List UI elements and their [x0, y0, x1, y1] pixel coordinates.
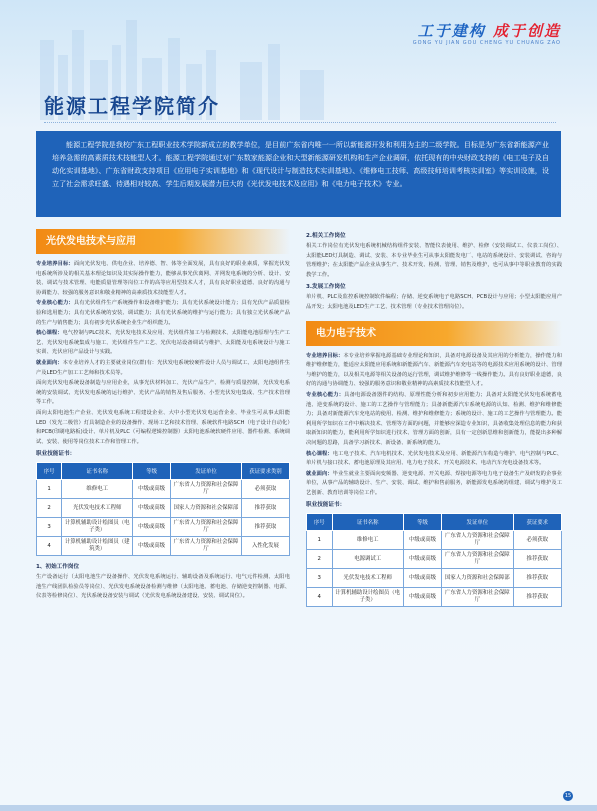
table-cell: 推荐获取	[513, 550, 561, 569]
intro-box: 能源工程学院是我校广东工程职业技术学院新成立的教学单位，是目前广东省内唯一一所以新能源开发和利用为主的二级学院。目标是为广东省新能源产业培养急需的高素质技术技能型人才。能源工程学院通过对广东数家能源企业和大型新能源研发机构和生产企业调研，依托现有的中央财政支持的《电工电子及自动化实训基地》、广东省财政支持项目《应用电子实训基地》和《现代设计与制造技术实训基地》、《维修电工技师、高级技师培训考核实训室》等实训设施，设立了社会需求旺盛、待遇相对较高、学生后期发展潜力巨大的《光伏发电技术及应用》和《电力电子技术》专业。	[36, 131, 561, 217]
slogan-pinyin: GONG YU JIAN GOU CHENG YU CHUANG ZAO	[412, 40, 561, 46]
pv-cert-label: 职业技能证书：	[36, 451, 76, 458]
table-cell: 4	[37, 537, 62, 556]
table-cell: 中级或高级	[403, 531, 441, 550]
related-jobs-heading: 2.相关工作岗位	[306, 233, 346, 239]
table-cell: 中级或高级	[133, 537, 171, 556]
table-cell: 推荐获取	[513, 569, 561, 588]
table-cell: 光伏发电技术工程师	[62, 499, 133, 518]
pe-employment	[306, 470, 562, 499]
table-cell: 推荐获取	[513, 588, 561, 607]
table-cell: 计算机辅助设计绘图员（电子类）	[62, 518, 133, 537]
table-cell: 4	[307, 588, 333, 607]
table-cell: 广东省人力资源和社会保障厅	[442, 550, 513, 569]
section-heading-power-electronics: 电力电子技术	[306, 321, 562, 346]
pe-core-ability	[306, 391, 562, 449]
pe-employment-label: 就业面向：	[306, 470, 333, 477]
pe-core-courses	[306, 450, 562, 469]
table-cell: 中级或高级	[403, 550, 441, 569]
left-column	[36, 229, 290, 602]
table-cell: 维修电工	[332, 531, 403, 550]
pe-ability-label: 专业核心能力：	[306, 391, 345, 398]
pe-goal-text: 本专业培养掌握电源基础专业理论和知识，具备对电源设备及其应用的分析能力，操作能力和维护维修能力，能适应太阳能应用系统和新能源汽车、新能源汽车充电站等的电源技术应用系统的设计、管理与维护的能力，以及相关电源等相关设备的运行管理，调试维护维修等一线操作能力。具有良好职业道德，良好的沟通与协调能力、较强的服务意识和敬业精神的高素质技术技能型人才。	[306, 352, 562, 388]
pv-employment-label: 就业面向：	[36, 359, 63, 366]
col-header: 证书名称	[62, 463, 133, 480]
table-cell: 光伏发电技术工程师	[332, 569, 403, 588]
pv-courses-text: 电气控制与PLC技术、光伏发电技术及应用、光伏组件加工与检测技术、太阳能电池原理与生产工艺、光伏发电系统集成与施工、光伏组件生产工艺、光伏电站设备调试与维护、太阳能及电系统设计与施工实训、光伏应用产品设计与实践。	[36, 330, 290, 356]
table-row	[307, 550, 562, 569]
pe-courses-text: 电工电子技术、汽车电机技术、光伏发电技术及应用、新能源汽车构造与维护、电气控制与PLC、单片机与接口技术、蓄电池原理及其应用、电力电子技术、开关电源技术、电动汽车充电设备技术等。	[306, 450, 562, 467]
table-cell: 国家人力资源和社会保障部	[171, 499, 242, 518]
pe-cert-label: 职业技能证书：	[306, 502, 346, 509]
pv-employment-extra-1: 面向光伏发电系统设备制造与应用企业，从事光伏材料加工、光伏产品生产、检测与质量控制，光伏发电系统的安装调试、光伏发电系统的运行维护、光伏产品的销售及售后服务、小型光伏发电集成、生产技术管理等工作。	[36, 380, 290, 406]
col-header: 序号	[307, 514, 333, 531]
pv-training-goal	[36, 260, 290, 298]
table-cell: 3	[37, 518, 62, 537]
table-cell: 广东省人力资源和社会保障厅	[171, 480, 242, 499]
slogan-part-b: 成于创造	[492, 22, 561, 40]
pv-employment-extra-2: 面向太阳电池生产企业、光伏发电系统工程建设企业、大中小型光伏发电运营企业、毕业生可从事太阳能LED（发光二极管）灯具制造企业的设备操作、现场工艺和技术管理、系统软件电路SCH（电子设计自动化）和PCB(印刷电路板)设计、单片机及PLC（可编程逻辑控制器）太阳电池系统软硬件应用、器件检测、系统调试、安装、使用等岗位技术工作和管理工作。	[36, 409, 290, 445]
pe-courses-label: 核心课程：	[306, 450, 333, 457]
table-cell: 必须获取	[513, 531, 561, 550]
pv-ability-label: 专业核心能力：	[36, 300, 74, 307]
table-cell: 广东省人力资源和社会保障厅	[442, 531, 513, 550]
table-cell: 1	[37, 480, 62, 499]
pe-goal-label: 专业培养目标：	[306, 352, 344, 359]
pv-ability-text: 具有光伏组件生产系统操作和设备维护能力；具有光伏系统设计能力；具有光伏产品质量检验和选用能力；具有光伏系统的安装、调试能力；具有光伏系统的维护与运行能力；具有独立光伏系统产品的生产与销售能力；具有初步光伏系统企业生产组织能力。	[36, 300, 290, 326]
pv-cert-table	[36, 462, 290, 556]
table-cell: 维修电工	[62, 480, 133, 499]
table-cell: 1	[307, 531, 333, 550]
table-cell: 中级或高级	[133, 480, 171, 499]
table-cell: 2	[37, 499, 62, 518]
pv-goal-label: 专业培养目标：	[36, 261, 74, 267]
development-jobs-heading: 3.发展工作岗位	[306, 284, 346, 291]
related-jobs-text: 相关工作岗位有光伏发电系统机械结构组件安装、智能仪表使用、维护、检修（安装调试工、仪表工岗位）、太阳能LED灯具制造、调试、安装、本专业毕业生可从事太阳能发电厂、电站的系统设计、安装调试、咨询与管理维护；在太阳能产品企业从事生产、技术开发、检测、管理、销售及维护，也可从事中等职业教育的实践教学工作。	[306, 243, 562, 278]
col-header: 等级	[403, 514, 441, 531]
table-row	[307, 569, 562, 588]
col-header: 发证单位	[442, 514, 513, 531]
bottom-band	[0, 805, 597, 811]
pe-ability-text: 具备电源设备器件的结构、原理性能分析和初步应用能力；具备对太阳能光伏发电系统蓄电池、逆变系统的设计、施工的工艺操作与管理能力；具备新能源汽车系统电源的认知、检测、维护和维修能力；具备对新能源汽车充电站的使用、检测、维护和维修能力；系统的设计、施工的工艺操作与管理能力。能利用所学知识在工作中解决技术、管理等方面的问题，并能够应深造专业知识，具备收集处理信息的能力和获取新知识的能力，能利用所学知识进行技术、管理方面的创新，具有一定创新思维和创新能力，能提出多种解决问题的思路，具备学习新技术、新设备、新系统的能力。	[306, 391, 562, 446]
col-header: 发证单位	[171, 463, 242, 480]
pv-goal-text: 面向光伏发电、供电企业、培养德、智、体等全面发展，具有良好的职业素质，掌握光伏发电系统所涉及的相关基本理论知识及其实际操作能力，能够从事光伏离网、并网发电系统的分析、设计、安装、调试与技术管理、电能质量管理等岗位工作的高等应用型技术人才，具有良好职业道德、良好的沟通与协调能力、较强的服务意识和敬业精神的高素质技术技能型人才。	[36, 261, 290, 296]
slogan-part-a: 工于建构	[417, 22, 486, 40]
table-cell: 2	[307, 550, 333, 569]
page-title: 能源工程学院简介	[44, 94, 220, 118]
table-cell: 计算机辅助设计绘图员（建筑类）	[62, 537, 133, 556]
header-slogan	[418, 20, 561, 41]
col-header: 获证要求类别	[241, 463, 289, 480]
table-cell: 中级或高级	[133, 499, 171, 518]
section-heading-pv: 光伏发电技术与应用	[36, 229, 290, 254]
title-divider	[44, 122, 556, 123]
pe-training-goal	[306, 352, 562, 390]
pv-job-text: 生产设备运行（太阳电池生产设备操作、光伏发电系统运行、辅助设备及系统运行、电气元件检测、太阳电池生产线团队检验员等岗位）、光伏发电系统设备检测与维修（太阳电池、蓄电池、存储逆变控制器、电源、仪表等检修岗位）、光伏系统设备安装与调试（光伏发电系统设备建设、安装、调试岗位）。	[36, 574, 290, 600]
table-cell: 推荐获取	[241, 518, 289, 537]
table-row	[37, 518, 290, 537]
pv-courses-label: 核心课程：	[36, 330, 63, 337]
table-row	[37, 499, 290, 518]
col-header: 证书名称	[332, 514, 403, 531]
table-cell: 中级或高级	[403, 588, 441, 607]
table-header-row	[307, 514, 562, 531]
pv-job-heading: 1、初始工作岗位	[36, 564, 80, 571]
table-cell: 入性化发展	[241, 537, 289, 556]
table-row	[307, 588, 562, 607]
table-row	[37, 480, 290, 499]
table-cell: 必须获取	[241, 480, 289, 499]
table-cell: 国家人力资源和社会保障部	[442, 569, 513, 588]
table-header-row	[37, 463, 290, 480]
table-cell: 广东省人力资源和社会保障厅	[171, 537, 242, 556]
pv-employment-text: 本专业培养人才的主要就业岗位(群)有：光伏发电系统较硬件设计人员与调试工、太阳电池组件生产及LED生产加工工艺师和技术员等。	[36, 359, 290, 376]
col-header: 获证要求	[513, 514, 561, 531]
right-column	[306, 229, 562, 607]
page-number: 15	[564, 793, 572, 799]
pe-cert-table	[306, 513, 562, 607]
table-cell: 中级或高级	[403, 569, 441, 588]
table-row	[37, 537, 290, 556]
pv-core-ability	[36, 299, 290, 328]
table-row	[307, 531, 562, 550]
col-header: 序号	[37, 463, 62, 480]
table-cell: 电源调试工	[332, 550, 403, 569]
table-cell: 推荐获取	[241, 499, 289, 518]
table-cell: 广东省人力资源和社会保障厅	[442, 588, 513, 607]
table-cell: 中级或高级	[133, 518, 171, 537]
pv-employment	[36, 359, 290, 378]
col-header: 等级	[133, 463, 171, 480]
pe-employment-text: 毕业生就业主要面向变频器、逆变电源、开关电源、焊接电源等电力电子设备生产及研发的企事业单位，从事产品的辅助设计、生产、安装、调试、维护和售前服务，新能源发电系统的组建、调试与维护及工艺创新、教育培训等岗位工作。	[306, 470, 562, 496]
table-cell: 广东省人力资源和社会保障厅	[171, 518, 242, 537]
pv-core-courses	[36, 329, 290, 358]
development-jobs-text: 单片机、PLC及监控系统控制软件编程；存储、逆变系统电子电路SCH、PCB设计与应用；小型太阳能应用产品开发；太阳电池及LED生产工艺、技术管理（专业技术管理岗位）。	[306, 294, 562, 310]
table-cell: 3	[307, 569, 333, 588]
table-cell: 计算机辅助设计绘图员（电子类）	[332, 588, 403, 607]
